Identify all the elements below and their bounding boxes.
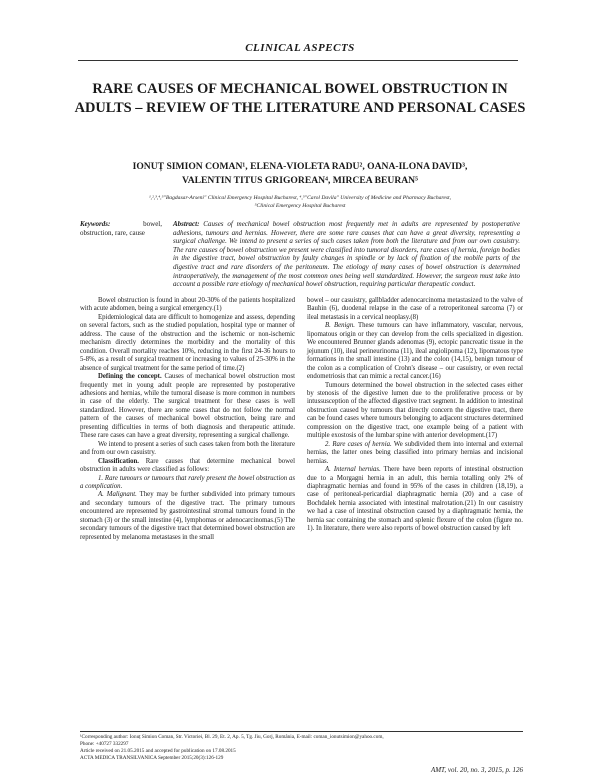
- keywords-text: bowel, obstruction, rare, cause: [80, 220, 162, 237]
- footnote-line: Article received on 21.05.2015 and accepted for publication on 17.08.2015: [80, 748, 236, 754]
- paragraph: Bowel obstruction is found in about 20-30% of the patients hospitalized with acute abdomen, being a surgical emergency.(1): [80, 297, 295, 313]
- paragraph: Epidemiological data are difficult to homogenize and assess, depending on several factors, such as the studied population, hospital type or manner of address. The cause of the obstruction and the ischemic or non-ischemic mechanism directly determines the morbidity and the mortality of this condition. Overall mortality reaches 10%, reducing in the first 24-36 hours to 5-8%, as a result of surgical treatment or increasing to values of 25-30% in the absence of surgical treatment for the same period of time.(2): [80, 313, 295, 372]
- paragraph-text: Causes of mechanical bowel obstruction most frequently met in young adult people are represented by postoperative adhesions and hernias, while the tumoral disease is more common in numbers in case of the elderly. The surgical treatment for these cases is well standardized. However, there are some cases that do not follow the normal pattern of the causes of mechanical bowel obstruction, being rare and presenting difficulties in terms of both diagnosis and therapeutic attitude. These rare cases can have a great diversity, representing a surgical challenge.: [80, 373, 295, 440]
- article-title: RARE CAUSES OF MECHANICAL BOWEL OBSTRUCTION IN ADULTS – REVIEW OF THE LITERATURE AND PERSONAL CASES: [74, 81, 526, 116]
- paragraph: [307, 322, 523, 381]
- paragraph: [307, 441, 523, 466]
- footnote-line: Phone: +40727 332297: [80, 741, 129, 747]
- paragraph-text: These tumours can have inflammatory, vascular, nervous, lipomatous origin or they can develop from the cells specialized in digestion. We encountered Brunner glands adenomas (9), ectopic pancreatic tissue in the jejunum (10), ileal perineurinoma (11), ileal angiolipoma (12), lipomatous type formations in the small intestine (13) and the colon (14,15), benign tumour of the colon as a complication of Crohn's disease – our casuistry, or even rectal endometriosis that can mimic a rectal cancer.(16): [307, 322, 523, 381]
- affiliation-line-1: ¹,²,³,⁴,⁵"Bagdasar-Arseni" Clinical Emergency Hospital Bucharest, ⁴,⁵"Carol Davila" University of Medicine and Pharmacy Bucharest,: [149, 195, 451, 201]
- section-lead: Classification.: [98, 457, 139, 465]
- section-header: CLINICAL ASPECTS: [245, 42, 355, 54]
- paragraph-text: They may be further subdivided into primary tumours and secondary tumours of the digestive tract. The primary tumours encountered are represented by gastrointestinal stromal tumours found in the stomach (3) or the small intestine (4), lymphomas or adenocarcinomas.(5) The secondary tumours of the digestive tract that determined bowel obstruction are represented by melanoma metastases in the small: [80, 491, 295, 541]
- paragraph: [80, 491, 295, 542]
- paragraph: [80, 458, 295, 475]
- footnotes: [80, 734, 523, 762]
- paragraph-text: Rare causes that determine mechanical bowel obstruction in adults were classified as follows:: [80, 457, 295, 474]
- keywords: [80, 220, 162, 237]
- paragraph: [80, 373, 295, 441]
- body-column-right: [307, 297, 523, 534]
- paragraph-text: We subdivided them into internal and external hernias, the latter ones being classified into primary hernias and incisional hernias.: [307, 440, 523, 465]
- paragraph-text: There have been reports of intestinal obstruction due to a Morgagni hernia in an adult, this hernia totalling only 2% of diaphragmatic hernias and found in 95% of the cases in children (18,19), a case of peritoneal-pericardial diaphragmatic hernia (20) and a case of Bochdalek hernia associated with intestinal malrotation.(21) In our casuistry we had a case of intestinal obstruction caused by a diaphragmatic hernia, the hernia sac containing the stomach and splenic flexure of the colon (figure no. 1). In literature, there were also reports of bowel obstruction caused by left: [307, 466, 523, 533]
- section-lead: Defining the concept.: [98, 373, 162, 381]
- keywords-label: Keywords:: [80, 220, 111, 228]
- paragraph: bowel – our casuistry, gallbladder adenocarcinoma metastasized to the valve of Bauhin (6), duodenal relapse in the case of a retroperitoneal sarcoma (7) or ileal metastasis in a cervical neoplasy.(8): [307, 297, 523, 321]
- footnote-line: ¹Corresponding author: Ionuț Simion Coman, Str. Victoriei, Bl. 29, Et. 2, Ap. 5, Tg. Jiu, Gorj, România, E-mail: coman_ionutsimion@yahoo.com,: [80, 734, 384, 740]
- paragraph: We intend to present a series of such cases taken from both the literature and from our own casuistry.: [80, 440, 295, 457]
- authors-line-1: IONUȚ SIMION COMAN¹, ELENA-VIOLETA RADU², OANA-ILONA DAVID³,: [132, 161, 468, 172]
- subsection-lead: B. Benign.: [325, 322, 355, 330]
- affiliation-line-2: ⁵Clinical Emergency Hospital Bucharest: [254, 203, 346, 209]
- author-list: [70, 160, 530, 188]
- subsection-heading: 1. Rare tumours or tumours that rarely present the bowel obstruction as a complication.: [80, 474, 295, 490]
- affiliations: [70, 194, 530, 210]
- header-divider: [78, 60, 518, 61]
- paragraph: Tumours determined the bowel obstruction in the selected cases either by stenosis of the digestive lumen due to the proliferative process or by intussusception of the affected digestive tract segment. In addition to intestinal obstruction caused by tumours that directly concern the digestive tract, there can be found cases where tumours belonging to adjacent structures determined compression on the digestive tract, one example being of a patient with multiple exostosis of the lumbar spine with anterior development.(17): [307, 381, 523, 440]
- footnote-divider: [80, 731, 523, 732]
- page-citation: AMT, vol. 20, no. 3, 2015, p. 126: [430, 766, 523, 774]
- subsection-lead: 2. Rare cases of hernia.: [325, 440, 392, 448]
- abstract-text: Causes of mechanical bowel obstruction most frequently met in adults are represented by postoperative adhesions, tumours and hernias. However, there are some rare causes that can have a great diversity, representing a surgical challenge. We intend to present a series of such cases taken from both the literature and from our own casuistry. The rare causes of bowel obstruction we present were classified into tumoral disorders, rare cases of hernia, foreign bodies in the digestive tract, bowel obstruction by faulty changes in spindle or by lack of fixation of the mobile parts of the digestive tract and rare disorders of the peritoneum. The etiology of many cases of bowel obstruction is determined intraoperatively, the management of the most common ones being well standardized. However, the surgeon must take into account a possible rare etiology of mechanical bowel obstruction, requiring particular therapeutic conduct.: [173, 220, 520, 289]
- body-column-left: [80, 297, 295, 542]
- authors-line-2: VALENTIN TITUS GRIGOREAN⁴, MIRCEA BEURAN⁵: [182, 175, 418, 186]
- abstract: [173, 220, 520, 289]
- subsection-lead: A. Malignant.: [98, 491, 137, 499]
- footnote-line: ACTA MEDICA TRANSILVANICA September 2015;20(3):126-129: [80, 755, 224, 761]
- abstract-label: Abstract:: [173, 220, 200, 228]
- paragraph: [307, 466, 523, 534]
- subsection-lead: A. Internal hernias.: [325, 466, 381, 474]
